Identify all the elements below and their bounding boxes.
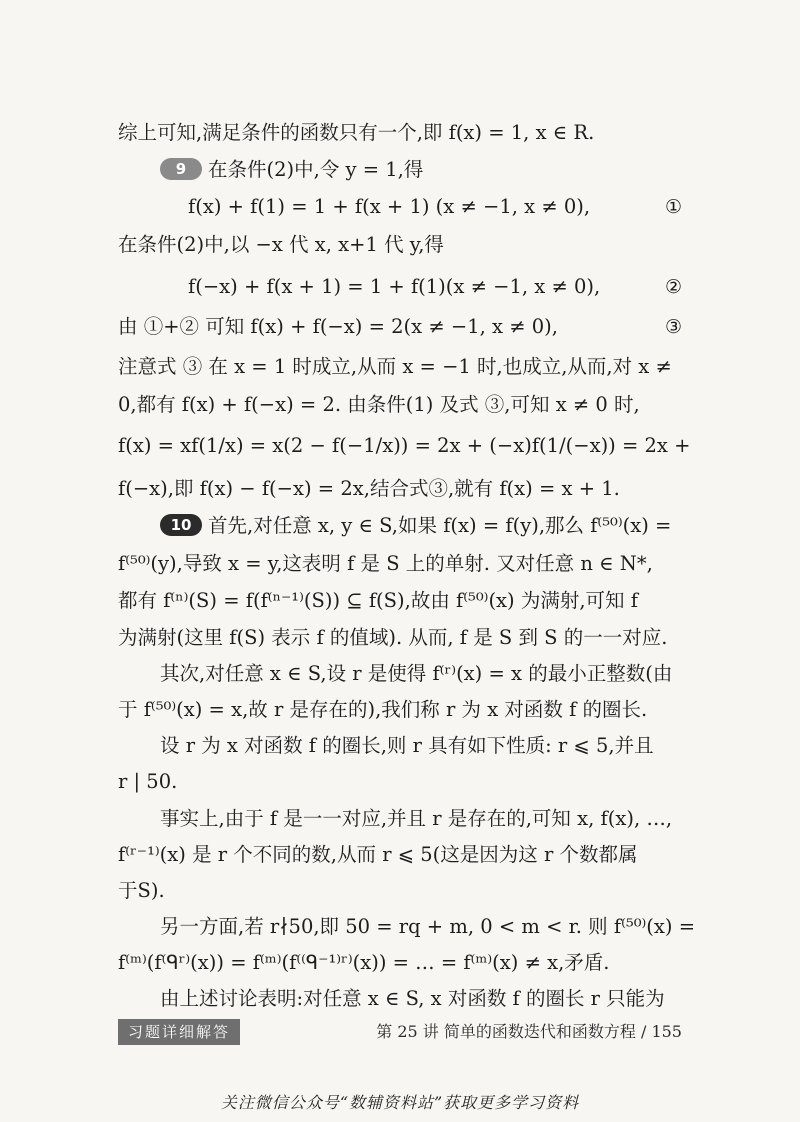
text-line: 另一方面,若 r∤50,即 50 = rq + m, 0 < m < r. 则 f⁽⁵⁰⁾(x) =: [160, 915, 696, 938]
text-line: 在条件(2)中,以 −x 代 x, x+1 代 y,得: [118, 233, 444, 256]
equation-line: 由 ①+② 可知 f(x) + f(−x) = 2(x ≠ −1, x ≠ 0),: [118, 315, 558, 338]
text-line: f⁽ᵐ⁾(f⁽ᑫʳ⁾(x)) = f⁽ᵐ⁾(f⁽⁽ᑫ⁻¹⁾ʳ⁾(x)) = … = f⁽ᵐ⁾(x) ≠ x,矛盾.: [118, 951, 610, 974]
text-line: 0,都有 f(x) + f(−x) = 2. 由条件(1) 及式 ③,可知 x ≠ 0 时,: [118, 393, 640, 416]
text-line-content: 首先,对任意 x, y ∈ S,如果 f(x) = f(y),那么 f⁽⁵⁰⁾(x) =: [208, 514, 672, 537]
text-line: 设 r 为 x 对函数 f 的圈长,则 r 具有如下性质: r ⩽ 5,并且: [160, 734, 654, 757]
equation-line: f(−x) + f(x + 1) = 1 + f(1)(x ≠ −1, x ≠ 0),: [188, 275, 601, 298]
text-line: 由上述讨论表明:对任意 x ∈ S, x 对函数 f 的圈长 r 只能为: [160, 987, 665, 1010]
text-line: f⁽ʳ⁻¹⁾(x) 是 r 个不同的数,从而 r ⩽ 5(这是因为这 r 个数都属: [118, 843, 638, 866]
text-line: 为满射(这里 f(S) 表示 f 的值域). 从而, f 是 S 到 S 的一一对应.: [118, 626, 668, 649]
text-line: 事实上,由于 f 是一一对应,并且 r 是存在的,可知 x, f(x), …,: [160, 807, 673, 830]
text-line: r | 50.: [118, 770, 178, 793]
equation-line: f(x) + f(1) = 1 + f(x + 1) (x ≠ −1, x ≠ 0),: [188, 195, 591, 218]
equation-number: ②: [664, 276, 682, 298]
text-line: 都有 f⁽ⁿ⁾(S) = f(f⁽ⁿ⁻¹⁾(S)) ⊆ f(S),故由 f⁽⁵⁰⁾(x) 为满射,可知 f: [118, 589, 638, 612]
text-line: [160, 510, 671, 542]
problem-number-badge: 10: [160, 514, 202, 536]
equation-number: ③: [664, 316, 682, 338]
text-line: 其次,对任意 x ∈ S,设 r 是使得 f⁽ʳ⁾(x) = x 的最小正整数(由: [160, 662, 673, 685]
text-line: 注意式 ③ 在 x = 1 时成立,从而 x = −1 时,也成立,从而,对 x ≠: [118, 355, 672, 378]
equation-number: ①: [664, 196, 682, 218]
text-line: f(−x),即 f(x) − f(−x) = 2x,结合式③,就有 f(x) = x + 1.: [118, 477, 620, 500]
text-line: 综上可知,满足条件的函数只有一个,即 f(x) = 1, x ∈ R.: [118, 121, 595, 144]
text-line-content: 在条件(2)中,令 y = 1,得: [208, 158, 424, 181]
footer-running-title: 第 25 讲 简单的函数迭代和函数方程 / 155: [376, 1022, 682, 1041]
watermark-text: 关注微信公众号“数辅资料站”获取更多学习资料: [220, 1093, 580, 1112]
footer-section-label: 习题详细解答: [118, 1019, 240, 1045]
problem-number-badge: 9: [160, 158, 202, 180]
text-line: 于 f⁽⁵⁰⁾(x) = x,故 r 是存在的),我们称 r 为 x 对函数 f 的圈长.: [118, 698, 648, 721]
text-line: [160, 154, 423, 186]
text-line: 于S).: [118, 879, 165, 902]
text-line: f⁽⁵⁰⁾(y),导致 x = y,这表明 f 是 S 上的单射. 又对任意 n ∈ N*,: [118, 552, 653, 575]
equation-line: f(x) = xf(1/x) = x(2 − f(−1/x)) = 2x + (−x)f(1/(−x)) = 2x +: [118, 434, 691, 457]
